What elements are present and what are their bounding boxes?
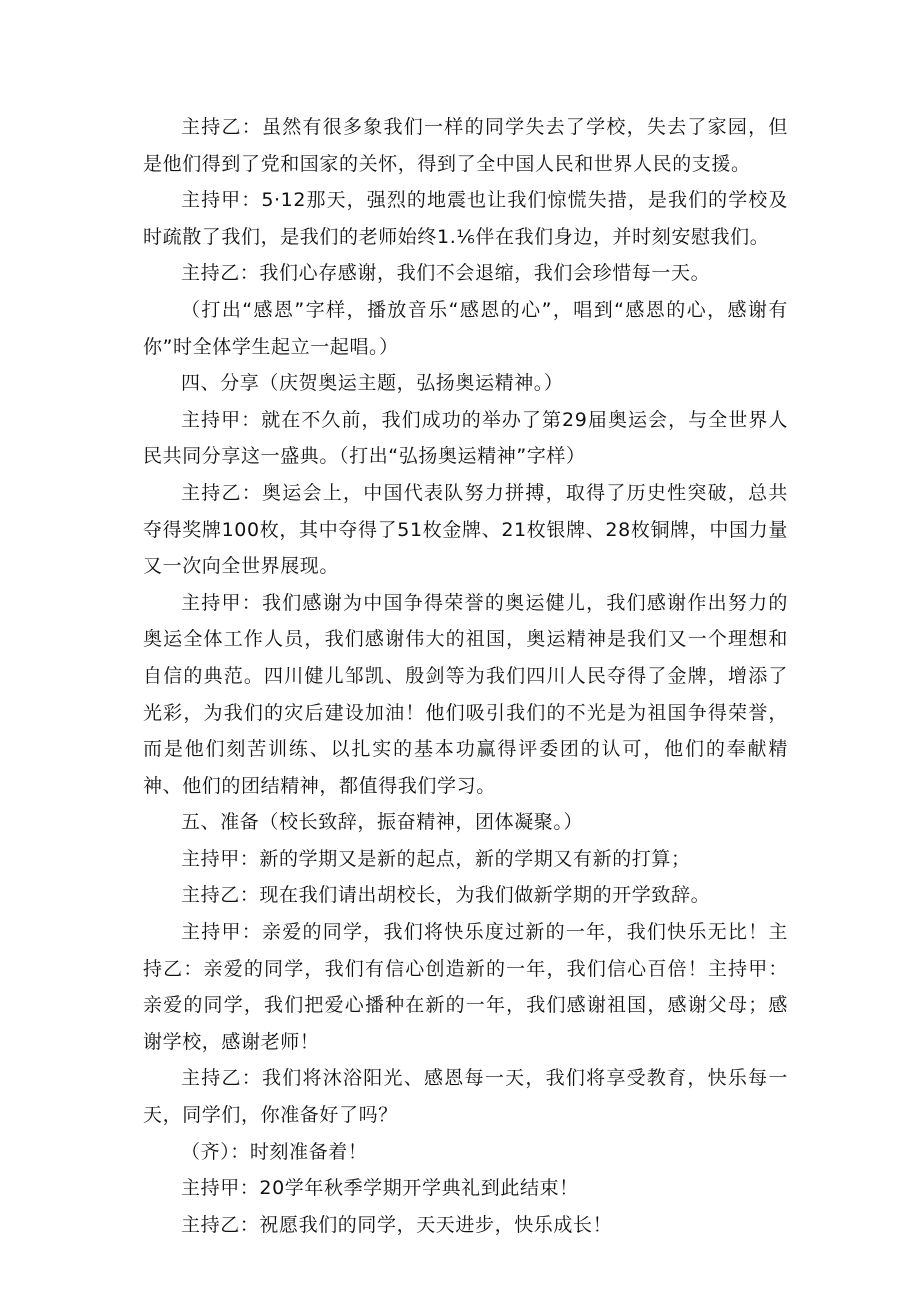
paragraph-host-a-earthquake: 主持甲：5·12那天，强烈的地震也让我们惊慌失措，是我们的学校及时疏散了我们，是我们的老师始终1.⅙伴在我们身边，并时刻安慰我们。 (143, 189, 788, 248)
section-heading-share: 四、分享（庆贺奥运主题，弘扬奥运精神。） (181, 372, 564, 395)
document-body (143, 109, 788, 1243)
paragraph-host-a-olympics: 主持甲：就在不久前，我们成功的举办了第29届奥运会，与全世界人民共同分享这一盛典。（打出“弘扬奥运精神”字样） (143, 408, 788, 468)
paragraph-host-b-medals: 主持乙：奥运会上，中国代表队努力拼搏，取得了历史性突破，总共夺得奖牌100枚，其中夺得了51枚金牌、21枚银牌、28枚铜牌，中国力量又一次向全世界展现。 (143, 481, 788, 578)
paragraph-host-a-new-term: 主持甲：新的学期又是新的起点，新的学期又有新的打算； (181, 847, 691, 870)
paragraph-host-b-ready: 主持乙：我们将沐浴阳光、感恩每一天，我们将享受教育，快乐每一天，同学们，你准备好了吗？ (143, 1067, 788, 1127)
section-heading-prepare: 五、准备（校长致辞，振奋精神，团体凝聚。） (181, 811, 584, 834)
paragraph-hosts-dear-classmates: 主持甲：亲爱的同学，我们将快乐度过新的一年，我们快乐无比！主持乙：亲爱的同学，我们有信心创造新的一年，我们信心百倍！主持甲：亲爱的同学，我们把爱心播种在新的一年，我们感谢祖国，感谢父母；感谢学校，感谢老师！ (143, 921, 788, 1053)
paragraph-host-b-gratitude: 主持乙：我们心存感谢，我们不会退缩，我们会珍惜每一天。 (181, 262, 711, 285)
paragraph-host-a-thanks: 主持甲：我们感谢为中国争得荣誉的奥运健儿，我们感谢作出努力的奥运全体工作人员，我们感谢伟大的祖国，奥运精神是我们又一个理想和自信的典范。四川健儿邹凯、殷剑等为我们四川人民夺得了金牌，增添了光彩，为我们的灾后建设加油！他们吸引我们的不光是为祖国争得荣誉，而是他们刻苦训练、以扎实的基本功赢得评委团的认可，他们的奉献精神、他们的团结精神，都值得我们学习。 (143, 591, 788, 797)
paragraph-host-a-closing: 主持甲：20学年秋季学期开学典礼到此结束！ (181, 1177, 579, 1200)
paragraph-host-b-support: 主持乙：虽然有很多象我们一样的同学失去了学校，失去了家园，但是他们得到了党和国家的关怀，得到了全中国人民和世界人民的支援。 (143, 116, 788, 175)
paragraph-stage-direction-song: （打出“感恩”字样，播放音乐“感恩的心”，唱到“感恩的心，感谢有你”时全体学生起立一起唱。） (143, 298, 788, 358)
paragraph-host-b-principal: 主持乙：现在我们请出胡校长，为我们做新学期的开学致辞。 (181, 884, 711, 907)
paragraph-host-b-wishes: 主持乙：祝愿我们的同学，天天进步，快乐成长！ (181, 1213, 613, 1236)
paragraph-all-response: （齐）：时刻准备着！ (181, 1140, 368, 1163)
